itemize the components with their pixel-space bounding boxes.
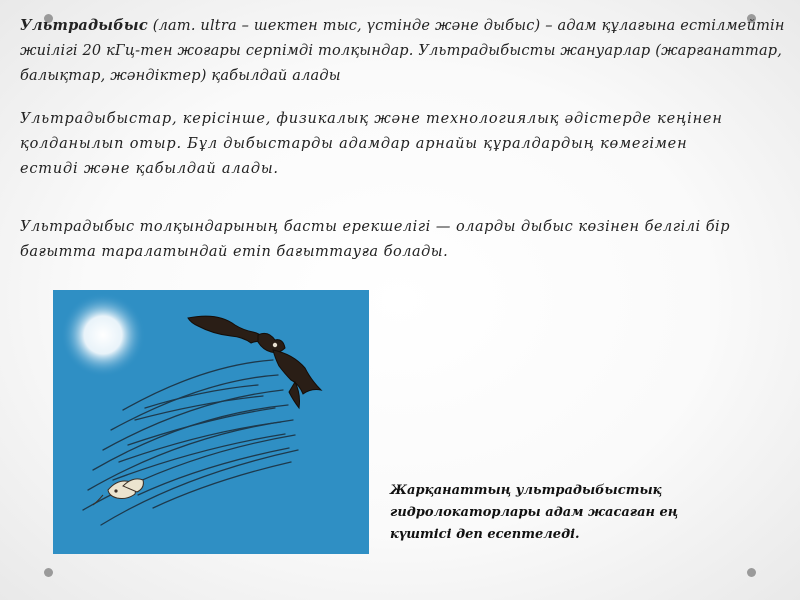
- illustration-caption: Жарқанаттың ультрадыбыстық гидролокаторлары адам жасаған ең күштісі деп есептеледі.: [390, 483, 679, 542]
- definition-paragraph: [20, 13, 795, 89]
- moon-icon: [61, 293, 145, 377]
- bat-echolocation-illustration: [53, 290, 369, 554]
- applications-paragraph: Ультрадыбыстар, керісінше, физикалық және технологиялық әдістерде кеңінен қолданылып отыр. Бұл дыбыстарды адамдар арнайы құралдардың көмегімен естиді және қабылдай алады.: [20, 111, 723, 177]
- definition-text: (лат. ultra – шектен тыс, үстінде және дыбыс) – адам құлағына естілмейтін жиілігі 20 кГц-тен жоғары серпімді толқындар. Ультрадыбысты жануарлар (жарғанаттар, балықтар, жәндіктер) қабылдай алады: [20, 18, 785, 84]
- defined-term: Ультрадыбыс: [20, 17, 148, 34]
- slide-corner-dot: [44, 568, 53, 577]
- directionality-paragraph: Ультрадыбыс толқындарының басты ерекшелігі — оларды дыбыс көзінен белгілі бір бағытта таралатындай етіп бағыттауға болады.: [20, 219, 730, 260]
- slide-corner-dot: [747, 568, 756, 577]
